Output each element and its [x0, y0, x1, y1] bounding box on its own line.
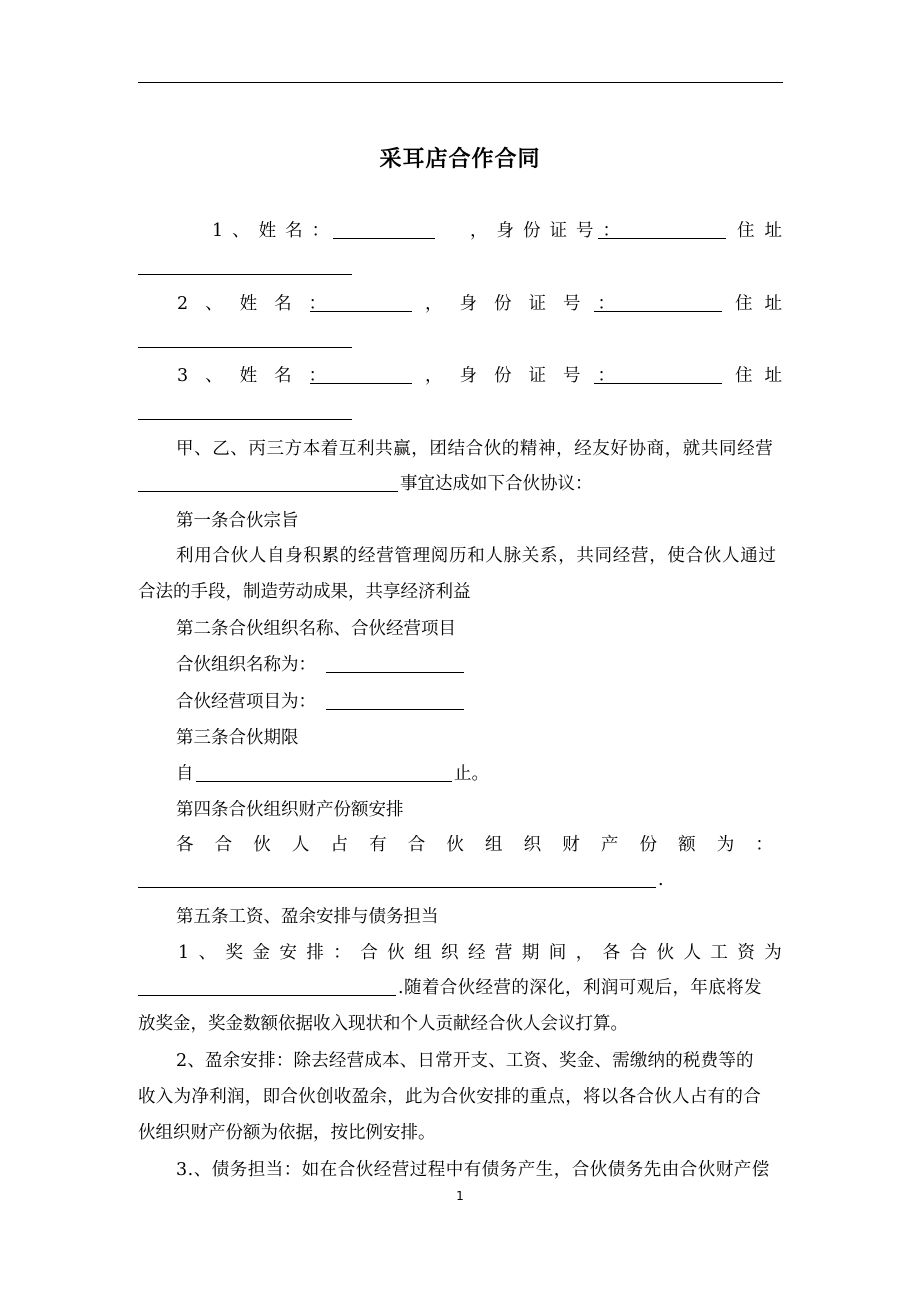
- party-2-id: [425, 292, 632, 316]
- page-number: 1: [456, 1189, 464, 1203]
- comma: ，: [425, 294, 460, 314]
- article-1-heading: 第一条合伙宗旨: [176, 511, 299, 531]
- article-2-name-label: 合伙组织名称为：: [176, 655, 316, 675]
- spread-char: 资: [737, 943, 755, 963]
- spread-char: 营: [494, 943, 513, 963]
- spread-char: 产: [600, 835, 619, 855]
- spread-char: 合: [214, 835, 233, 855]
- spread-char: 各: [176, 835, 194, 855]
- comma: ，: [425, 366, 460, 386]
- id-label: 身份证号：: [459, 366, 632, 386]
- party-number: 3: [177, 366, 206, 386]
- spread-char: ，: [575, 943, 594, 963]
- spread-char: 合: [360, 943, 378, 963]
- share-end: .: [658, 870, 664, 890]
- party-1-id: [470, 219, 629, 243]
- document-title: 采耳店合作合同: [379, 147, 541, 172]
- intro-line-2: 事宜达成如下合伙协议：: [400, 474, 593, 494]
- party-3-id-blank[interactable]: [594, 383, 722, 384]
- spread-char: 间: [548, 943, 567, 963]
- surplus-line-3: 伙组织财产份额为依据，按比例安排。: [138, 1123, 436, 1143]
- article-4-heading: 第四条合伙组织财产份额安排: [176, 800, 404, 820]
- article-1-line-1: 利用合伙人自身积累的经营管理阅历和人脉关系，共同经营，使合伙人通过: [176, 546, 777, 566]
- spread-char: 伙: [387, 943, 405, 963]
- article-4-share-line: [176, 833, 773, 857]
- spread-char: ：: [333, 943, 351, 963]
- spread-char: ：: [755, 835, 773, 855]
- party-1-name-blank[interactable]: [333, 238, 435, 239]
- spread-char: 伙: [253, 835, 271, 855]
- party-2-name-blank[interactable]: [310, 311, 412, 312]
- spread-char: 各: [602, 943, 621, 963]
- spread-char: 织: [441, 943, 459, 963]
- article-2-project-label: 合伙经营项目为：: [176, 692, 316, 712]
- intro-line-1: 甲、乙、丙三方本着互利共赢，团结合伙的精神，经友好协商，就共同经营: [176, 439, 774, 459]
- spread-char: 组: [414, 943, 432, 963]
- debt-line-1: 3.、债务担当：如在合伙经营过程中有债务产生，合伙债务先由合伙财产偿: [176, 1160, 770, 1180]
- separator: 、: [205, 294, 240, 314]
- party-3-name-blank[interactable]: [310, 383, 412, 384]
- spread-char: 工: [710, 943, 728, 963]
- share-blank[interactable]: [138, 887, 656, 888]
- bonus-line-3: 放奖金，奖金数额依据收入现状和个人贡献经合伙人会议打算。: [138, 1014, 628, 1034]
- party-number: 2: [177, 294, 206, 314]
- separator: 、: [205, 366, 240, 386]
- party-3-id: [425, 364, 632, 388]
- spread-char: 排: [306, 943, 324, 963]
- spread-char: 经: [467, 943, 486, 963]
- bonus-line-1: [178, 941, 782, 965]
- spread-char: 为: [764, 943, 782, 963]
- article-2-heading: 第二条合伙组织名称、合伙经营项目: [176, 619, 456, 639]
- spread-char: 为: [716, 835, 735, 855]
- spread-char: 财: [562, 835, 580, 855]
- spread-char: 合: [629, 943, 648, 963]
- spread-char: 、: [198, 943, 217, 963]
- name-label: 姓名：: [239, 366, 344, 386]
- separator: 、: [232, 221, 259, 241]
- term-blank[interactable]: [196, 781, 452, 782]
- article-1-line-2: 合法的手段，制造劳动成果，共享经济利益: [138, 582, 471, 602]
- spread-char: 占: [330, 835, 348, 855]
- spread-char: 织: [523, 835, 542, 855]
- party-1-id-blank[interactable]: [598, 238, 726, 239]
- party-3-line: [177, 364, 343, 388]
- spread-char: 伙: [656, 943, 675, 963]
- spread-char: 额: [678, 835, 696, 855]
- party-2-line: [177, 292, 343, 316]
- party-1-address-blank[interactable]: [138, 274, 352, 275]
- party-3-address-blank[interactable]: [138, 419, 352, 420]
- party-2-id-blank[interactable]: [594, 311, 722, 312]
- term-prefix: 自: [176, 764, 194, 784]
- party-1-address-label: 住址: [737, 221, 792, 241]
- project-blank[interactable]: [326, 709, 464, 710]
- party-3-address-label: 住址: [735, 366, 794, 386]
- id-label: 身份证号：: [496, 221, 629, 241]
- spread-char: 人: [683, 943, 701, 963]
- id-label: 身份证号：: [459, 294, 632, 314]
- spread-char: 安: [279, 943, 297, 963]
- name-label: 姓名：: [239, 294, 344, 314]
- spread-char: 伙: [446, 835, 464, 855]
- spread-char: 人: [291, 835, 310, 855]
- party-2-address-label: 住址: [735, 294, 794, 314]
- party-number: 1: [212, 221, 233, 241]
- spread-char: 组: [485, 835, 503, 855]
- salary-blank[interactable]: [138, 995, 396, 996]
- comma: ，: [470, 221, 497, 241]
- surplus-line-1: 2、盈余安排：除去经营成本、日常开支、工资、奖金、需缴纳的税费等的: [176, 1051, 754, 1071]
- spread-char: 1: [178, 943, 190, 963]
- article-3-heading: 第三条合伙期限: [176, 728, 299, 748]
- bonus-line-2: .随着合伙经营的深化，利润可观后，年底将发: [398, 978, 762, 998]
- term-suffix: 止。: [454, 764, 489, 784]
- article-5-heading: 第五条工资、盈余安排与债务担当: [176, 907, 439, 927]
- spread-char: 有: [369, 835, 387, 855]
- spread-char: 奖: [225, 943, 244, 963]
- header-rule: [138, 82, 783, 83]
- org-name-blank[interactable]: [326, 672, 464, 673]
- business-blank[interactable]: [138, 491, 398, 492]
- spread-char: 金: [252, 943, 270, 963]
- spread-char: 期: [521, 943, 540, 963]
- party-2-address-blank[interactable]: [138, 347, 352, 348]
- party-1-line: [212, 219, 338, 243]
- surplus-line-2: 收入为净利润，即合伙创收盈余，此为合伙安排的重点，将以各合伙人占有的合: [138, 1087, 761, 1107]
- name-label: 姓名：: [258, 221, 339, 241]
- spread-char: 合: [407, 835, 426, 855]
- spread-char: 份: [639, 835, 657, 855]
